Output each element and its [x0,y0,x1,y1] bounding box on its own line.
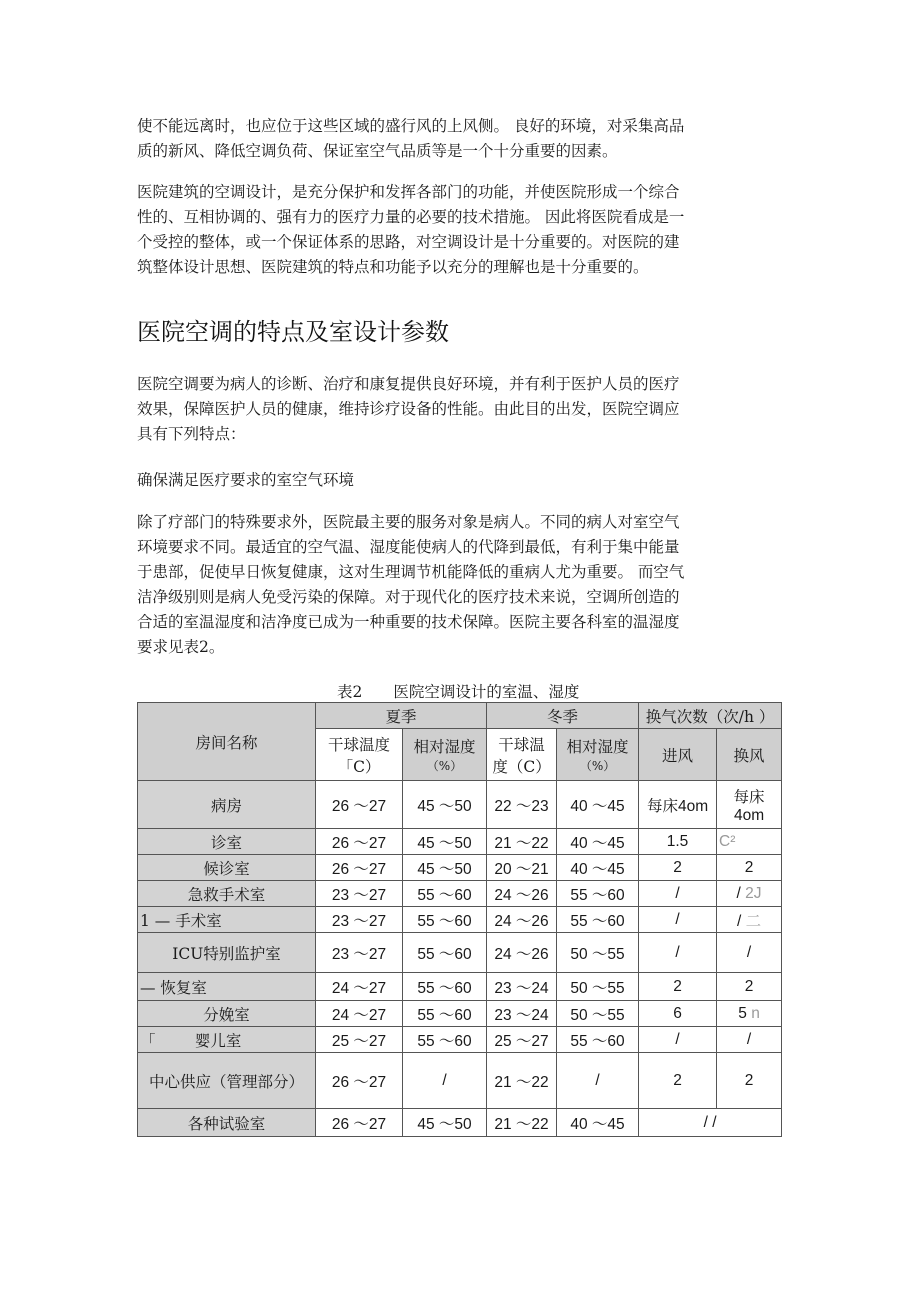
winter-rh: 40 ～45 [557,1109,639,1137]
summer-rh: / [403,1053,487,1109]
winter-rh: 50 ～55 [557,1001,639,1027]
winter-rh: 55 ～60 [557,907,639,933]
summer-temp: 24 ～27 [316,973,403,1001]
text-line: 性的、互相协调的、强有力的医疗力量的必要的技术措施。 因此将医院看成是一 [137,208,685,226]
summer-rh: 55 ～60 [403,933,487,973]
header-winter: 冬季 [487,703,639,729]
text-line: 效果，保障医护人员的健康，维持诊疗设备的性能。由此目的出发，医院空调应 [137,400,680,418]
summer-rh: 55 ～60 [403,1027,487,1053]
winter-temp: 21 ～22 [487,1109,557,1137]
header-supply-air: 进风 [639,729,717,781]
temperature-humidity-table [137,702,782,1137]
header-exhaust-air: 换风 [717,729,782,781]
text-line: 洁净级别则是病人免受污染的保障。对于现代化的医疗技术来说，空调所创造的 [137,588,680,606]
text-line: 使不能远离时，也应位于这些区域的盛行风的上风侧。 良好的环境，对采集高品 [137,117,685,135]
winter-temp: 24 ～26 [487,881,557,907]
text-line: 环境要求不同。最适宜的空气温、湿度能使病人的代降到最低，有利于集中能量 [137,538,680,556]
cell-text: 2J [745,884,762,902]
room-name: 1 — 手术室 [138,907,316,933]
paragraph-3 [137,372,777,447]
text-line: 质的新风、降低空调负荷、保证室空气品质等是一个十分重要的因素。 [137,142,618,160]
exhaust-air: C² [717,829,782,855]
table-number: 表2 [337,683,363,701]
room-name: 各种试验室 [138,1109,316,1137]
winter-rh: 55 ～60 [557,1027,639,1053]
cell-text: 每床 [733,788,765,806]
table-caption [337,680,605,702]
text-line: 合适的室温湿度和洁净度已成为一种重要的技术保障。医院主要各科室的温湿度 [137,613,680,631]
table-title: 医院空调设计的室温、湿度 [393,683,580,701]
header-winter-rh [557,729,639,781]
header-text: 干球温 [498,735,545,754]
header-room-name: 房间名称 [138,703,316,781]
summer-rh: 45 ～50 [403,781,487,829]
winter-rh: 40 ～45 [557,829,639,855]
exhaust-air [717,881,782,907]
winter-rh: 40 ～45 [557,855,639,881]
text-line: 具有下列特点： [137,425,246,443]
header-text: 干球温度 [327,735,390,754]
winter-rh: / [557,1053,639,1109]
header-unit: 度（C） [492,757,551,776]
summer-temp: 25 ～27 [316,1027,403,1053]
table-row [138,933,782,973]
header-text: 相对湿度 [566,738,629,756]
paragraph-2 [137,180,777,280]
text-line: 个受控的整体，或一个保证体系的思路，对空调设计是十分重要的。对医院的建 [137,233,680,251]
header-unit: 「C） [337,757,381,776]
supply-air: 2 [639,1053,717,1109]
room-name: ICU特别监护室 [138,933,316,973]
paragraph-4 [137,510,777,660]
text-line: 要求见表2。 [137,638,225,656]
section-heading: 医院空调的特点及室设计参数 [137,318,449,346]
supply-air: 2 [639,973,717,1001]
table-row [138,1001,782,1027]
exhaust-air: / [717,933,782,973]
table-row [138,1053,782,1109]
room-name: — 恢复室 [138,973,316,1001]
summer-rh: 55 ～60 [403,973,487,1001]
summer-temp: 24 ～27 [316,1001,403,1027]
winter-rh: 50 ～55 [557,933,639,973]
paragraph-1 [137,114,777,164]
winter-temp: 24 ～26 [487,933,557,973]
header-text: 相对湿度 [413,738,476,756]
supply-air: 6 [639,1001,717,1027]
header-unit: （%） [426,759,463,773]
header-unit: （%） [579,759,616,773]
supply-air: / [639,1027,717,1053]
winter-temp: 23 ～24 [487,973,557,1001]
summer-temp: 23 ～27 [316,907,403,933]
cell-text: / [736,912,742,930]
summer-temp: 23 ～27 [316,881,403,907]
room-name: 中心供应（管理部分） [138,1053,316,1109]
supply-air: / [639,907,717,933]
room-name: 分娩室 [138,1001,316,1027]
exhaust-air [717,1001,782,1027]
winter-temp: 21 ～22 [487,829,557,855]
text-line: 筑整体设计思想、医院建筑的特点和功能予以充分的理解也是十分重要的。 [137,258,649,276]
cell-text: 4om [733,806,765,824]
text-line: 除了疗部门的特殊要求外，医院最主要的服务对象是病人。不同的病人对室空气 [137,513,680,531]
text-line: 于患部，促使早日恢复健康，这对生理调节机能降低的重病人尤为重要。 而空气 [137,563,685,581]
summer-rh: 45 ～50 [403,1109,487,1137]
table-row [138,1109,782,1137]
winter-temp: 25 ～27 [487,1027,557,1053]
summer-temp: 26 ～27 [316,1109,403,1137]
winter-temp: 23 ～24 [487,1001,557,1027]
header-summer-dry-bulb [316,729,403,781]
winter-temp: 22 ～23 [487,781,557,829]
subheading: 确保满足医疗要求的室空气环境 [137,471,355,489]
winter-temp: 21 ～22 [487,1053,557,1109]
room-name: 候诊室 [138,855,316,881]
summer-temp: 23 ～27 [316,933,403,973]
winter-rh: 50 ～55 [557,973,639,1001]
summer-rh: 55 ～60 [403,881,487,907]
header-summer: 夏季 [316,703,487,729]
air-changes: / / [639,1109,782,1137]
exhaust-air [717,907,782,933]
room-name: 诊室 [138,829,316,855]
table-row [138,907,782,933]
table-row [138,781,782,829]
cell-text: n [751,1004,760,1022]
exhaust-air: / [717,1027,782,1053]
table-row [138,1027,782,1053]
supply-air: 1.5 [639,829,717,855]
exhaust-air: 2 [717,1053,782,1109]
supply-air: 每床4om [639,781,717,829]
summer-temp: 26 ～27 [316,855,403,881]
summer-temp: 26 ～27 [316,1053,403,1109]
room-name: 急救手术室 [138,881,316,907]
supply-air: / [639,933,717,973]
winter-temp: 20 ～21 [487,855,557,881]
cell-text: 二 [745,912,762,930]
summer-rh: 45 ～50 [403,829,487,855]
summer-rh: 55 ～60 [403,1001,487,1027]
summer-temp: 26 ～27 [316,781,403,829]
table-row [138,881,782,907]
header-air-changes: 换气次数（次/h ） [639,703,782,729]
exhaust-air: 2 [717,973,782,1001]
winter-temp: 24 ～26 [487,907,557,933]
table-row [138,855,782,881]
table-row [138,829,782,855]
room-name: 病房 [138,781,316,829]
room-name: 「 婴儿室 [138,1027,316,1053]
winter-rh: 40 ～45 [557,781,639,829]
supply-air: 2 [639,855,717,881]
header-winter-dry-bulb [487,729,557,781]
exhaust-air [717,781,782,829]
summer-rh: 55 ～60 [403,907,487,933]
cell-text: / [736,884,741,902]
table-row [138,973,782,1001]
cell-text: 5 [738,1004,747,1022]
winter-rh: 55 ～60 [557,881,639,907]
exhaust-air: 2 [717,855,782,881]
summer-rh: 45 ～50 [403,855,487,881]
text-line: 医院建筑的空调设计，是充分保护和发挥各部门的功能，并使医院形成一个综合 [137,183,680,201]
header-summer-rh [403,729,487,781]
supply-air: / [639,881,717,907]
summer-temp: 26 ～27 [316,829,403,855]
text-line: 医院空调要为病人的诊断、治疗和康复提供良好环境，并有利于医护人员的医疗 [137,375,680,393]
